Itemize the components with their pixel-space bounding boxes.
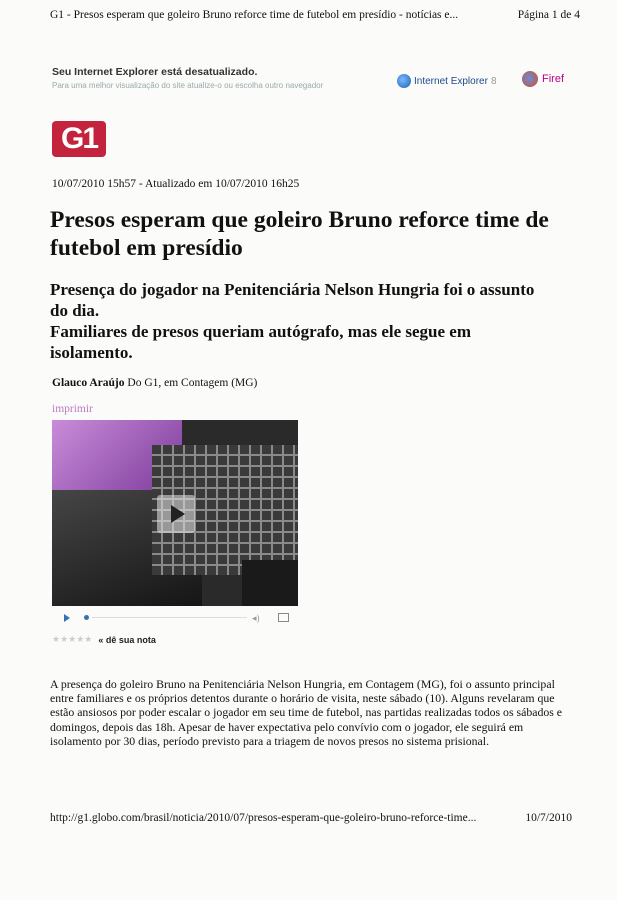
firefox-download-link[interactable] xyxy=(522,71,564,87)
author-name: Glauco Araújo xyxy=(52,377,125,389)
subheadline-line-1: Presença do jogador na Penitenciária Nelson Hungria foi o assunto do dia. xyxy=(50,280,535,320)
rating-stars[interactable]: ★★★★★ xyxy=(52,634,93,644)
volume-icon[interactable]: ◂) xyxy=(252,613,260,623)
article-subheadline xyxy=(50,279,550,363)
ie-version: 8 xyxy=(490,75,497,87)
article-byline xyxy=(52,377,257,389)
progress-handle[interactable] xyxy=(84,615,89,620)
ie-label: Internet Explorer xyxy=(414,75,488,87)
fullscreen-icon[interactable] xyxy=(278,613,289,622)
footer-date: 10/7/2010 xyxy=(525,812,572,824)
article-body: A presença do goleiro Bruno na Penitenciária Nelson Hungria, em Contagem (MG), foi o assunto principal entre familiares e os próprios detentos durante o horário de visita, neste sábado (10). Alguns revelaram que estão ansiosos por poder escalar o jogador em seu time de futebol, nas partidas realizadas todos os sábados e domingos, depois das 18h. Apesar de haver expectativa pelo convívio com o jogador, ele seguirá em isolamento por 30 dias, período previsto para a triagem de novos presos no sistema prisional. xyxy=(50,677,563,748)
browser-update-notice xyxy=(52,66,592,106)
rate-link[interactable]: « dê sua nota xyxy=(98,634,156,645)
ie-download-link[interactable] xyxy=(397,74,497,88)
progress-track[interactable] xyxy=(92,617,247,618)
ie-logo-icon xyxy=(397,74,411,88)
firefox-label: Firef xyxy=(542,73,564,85)
print-footer xyxy=(50,812,572,824)
print-link[interactable]: imprimir xyxy=(52,403,93,415)
video-controls xyxy=(52,612,298,626)
article-rating xyxy=(52,634,156,645)
notice-subtitle: Para uma melhor visualização do site atualize-o ou escolha outro navegador xyxy=(52,81,324,90)
firefox-logo-icon xyxy=(522,71,538,87)
subheadline-line-2: Familiares de presos queriam autógrafo, mas ele segue em isolamento. xyxy=(50,322,471,362)
footer-url: http://g1.globo.com/brasil/noticia/2010/07/presos-esperam-que-goleiro-bruno-reforce-time... xyxy=(50,812,477,824)
control-play-icon[interactable] xyxy=(64,614,70,622)
play-button[interactable] xyxy=(157,495,195,533)
print-header xyxy=(50,9,580,21)
g1-logo[interactable]: G1 xyxy=(52,121,106,157)
play-icon xyxy=(171,505,185,523)
article-headline: Presos esperam que goleiro Bruno reforce time de futebol em presídio xyxy=(50,207,549,261)
page-number: Página 1 de 4 xyxy=(517,9,580,21)
author-location: Do G1, em Contagem (MG) xyxy=(127,377,258,389)
video-frame-corner xyxy=(242,560,298,606)
video-player[interactable] xyxy=(52,420,298,606)
notice-title: Seu Internet Explorer está desatualizado. xyxy=(52,66,258,78)
print-header-title: G1 - Presos esperam que goleiro Bruno reforce time de futebol em presídio - notícias e... xyxy=(50,9,459,21)
article-dateline: 10/07/2010 15h57 - Atualizado em 10/07/2010 16h25 xyxy=(52,178,300,190)
